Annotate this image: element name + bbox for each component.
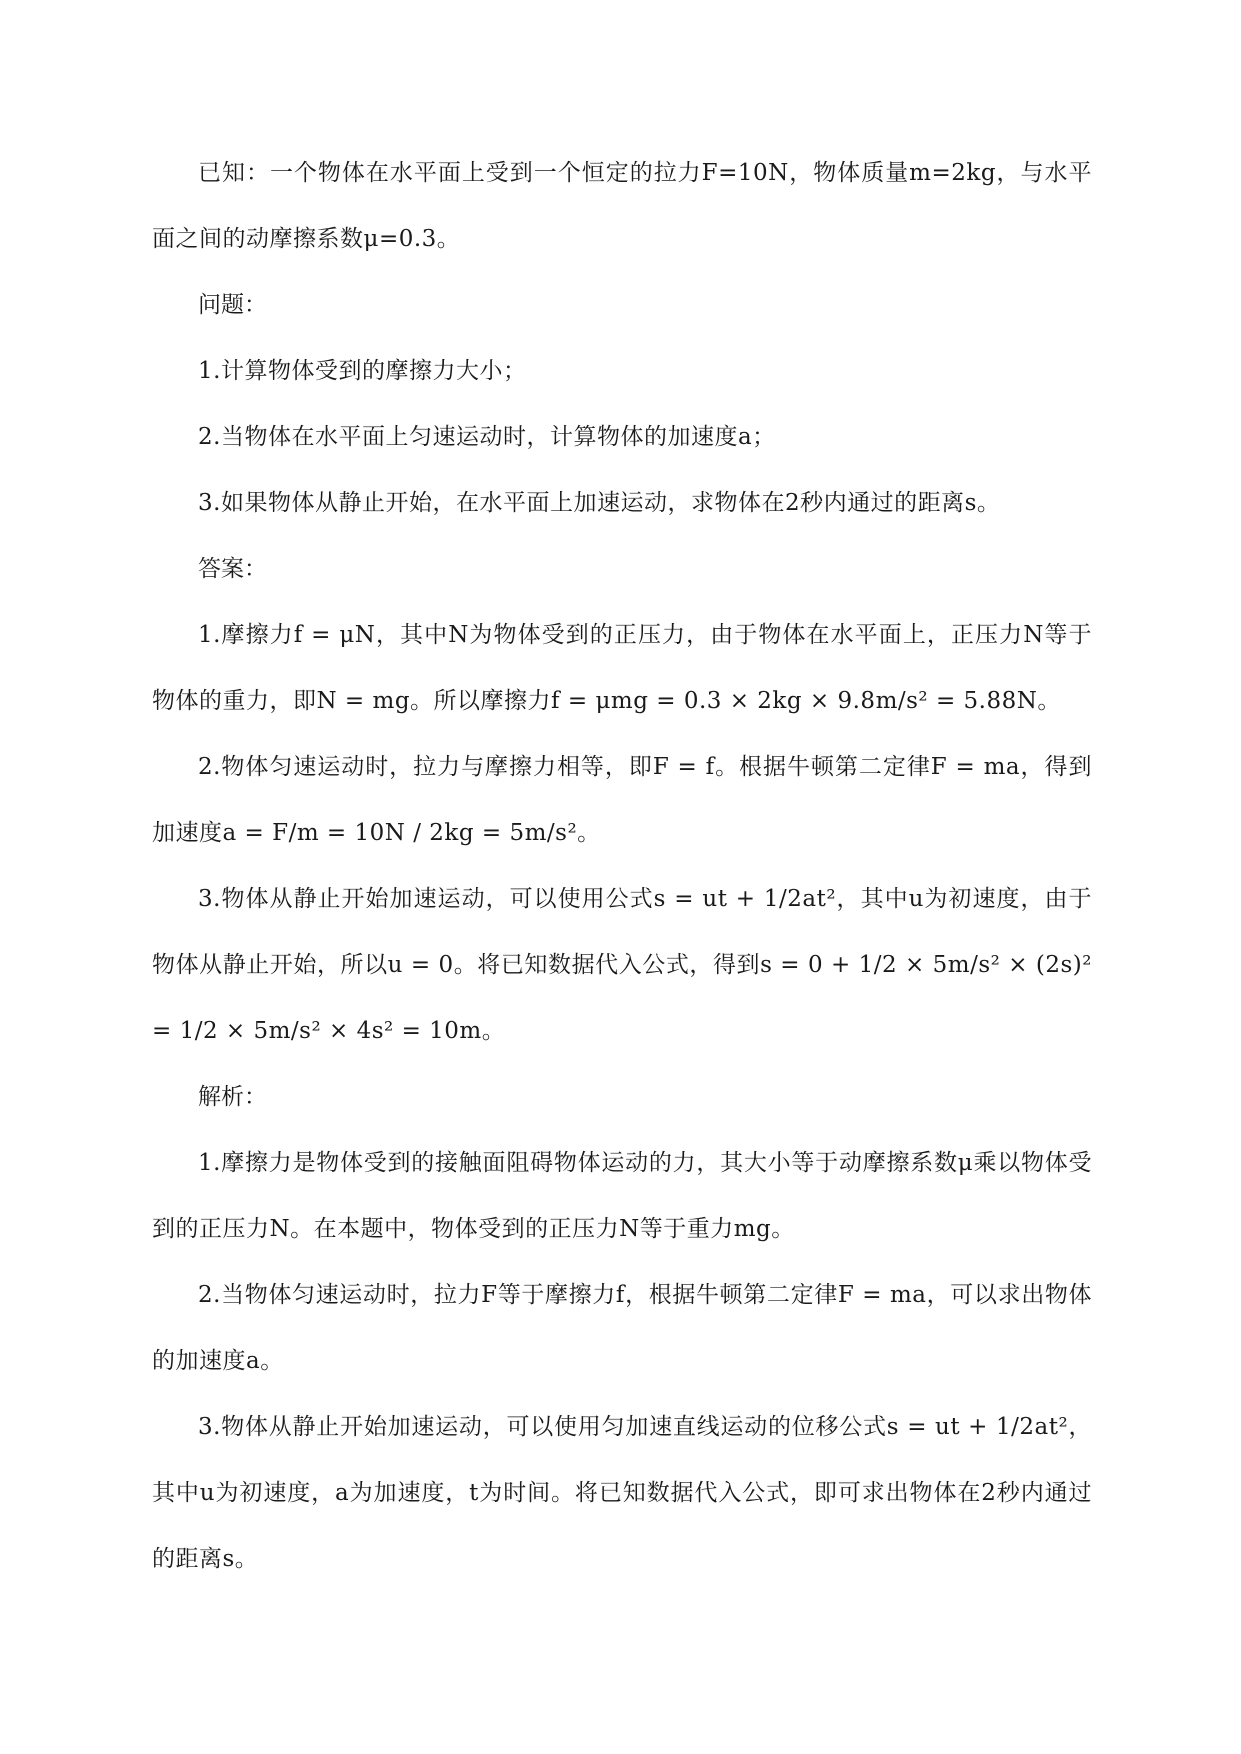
analysis-item-2: 2.当物体匀速运动时，拉力F等于摩擦力f，根据牛顿第二定律F = ma，可以求出物体的加速度a。 bbox=[152, 1282, 1092, 1374]
answer-item-1: 1.摩擦力f = μN，其中N为物体受到的正压力，由于物体在水平面上，正压力N等于物体的重力，即N = mg。所以摩擦力f = μmg = 0.3 × 2kg × 9.8m/s² = 5.88N。 bbox=[152, 622, 1092, 714]
question-item-2: 2.当物体在水平面上匀速运动时，计算物体的加速度a； bbox=[198, 424, 776, 450]
analysis-item-3: 3.物体从静止开始加速运动，可以使用匀加速直线运动的位移公式s = ut + 1/2at²，其中u为初速度，a为加速度，t为时间。将已知数据代入公式，即可求出物体在2秒内通过的距离s。 bbox=[152, 1414, 1092, 1572]
analysis-item-1: 1.摩擦力是物体受到的接触面阻碍物体运动的力，其大小等于动摩擦系数μ乘以物体受到的正压力N。在本题中，物体受到的正压力N等于重力mg。 bbox=[152, 1150, 1092, 1242]
question-item-3: 3.如果物体从静止开始，在水平面上加速运动，求物体在2秒内通过的距离s。 bbox=[198, 490, 1001, 516]
given-paragraph: 已知：一个物体在水平面上受到一个恒定的拉力F=10N，物体质量m=2kg，与水平面之间的动摩擦系数μ=0.3。 bbox=[152, 160, 1092, 252]
analysis-heading: 解析： bbox=[198, 1084, 267, 1110]
answer-item-2: 2.物体匀速运动时，拉力与摩擦力相等，即F = f。根据牛顿第二定律F = ma，得到加速度a = F/m = 10N / 2kg = 5m/s²。 bbox=[152, 754, 1092, 846]
answers-heading: 答案： bbox=[198, 556, 267, 582]
question-item-1: 1.计算物体受到的摩擦力大小； bbox=[198, 358, 527, 384]
document-page bbox=[152, 140, 1092, 1592]
answer-item-3: 3.物体从静止开始加速运动，可以使用公式s = ut + 1/2at²，其中u为初速度，由于物体从静止开始，所以u = 0。将已知数据代入公式，得到s = 0 + 1/2 × 5m/s² × (2s)² = 1/2 × 5m/s² × 4s² = 10m。 bbox=[152, 886, 1092, 1044]
questions-heading: 问题： bbox=[198, 292, 267, 318]
